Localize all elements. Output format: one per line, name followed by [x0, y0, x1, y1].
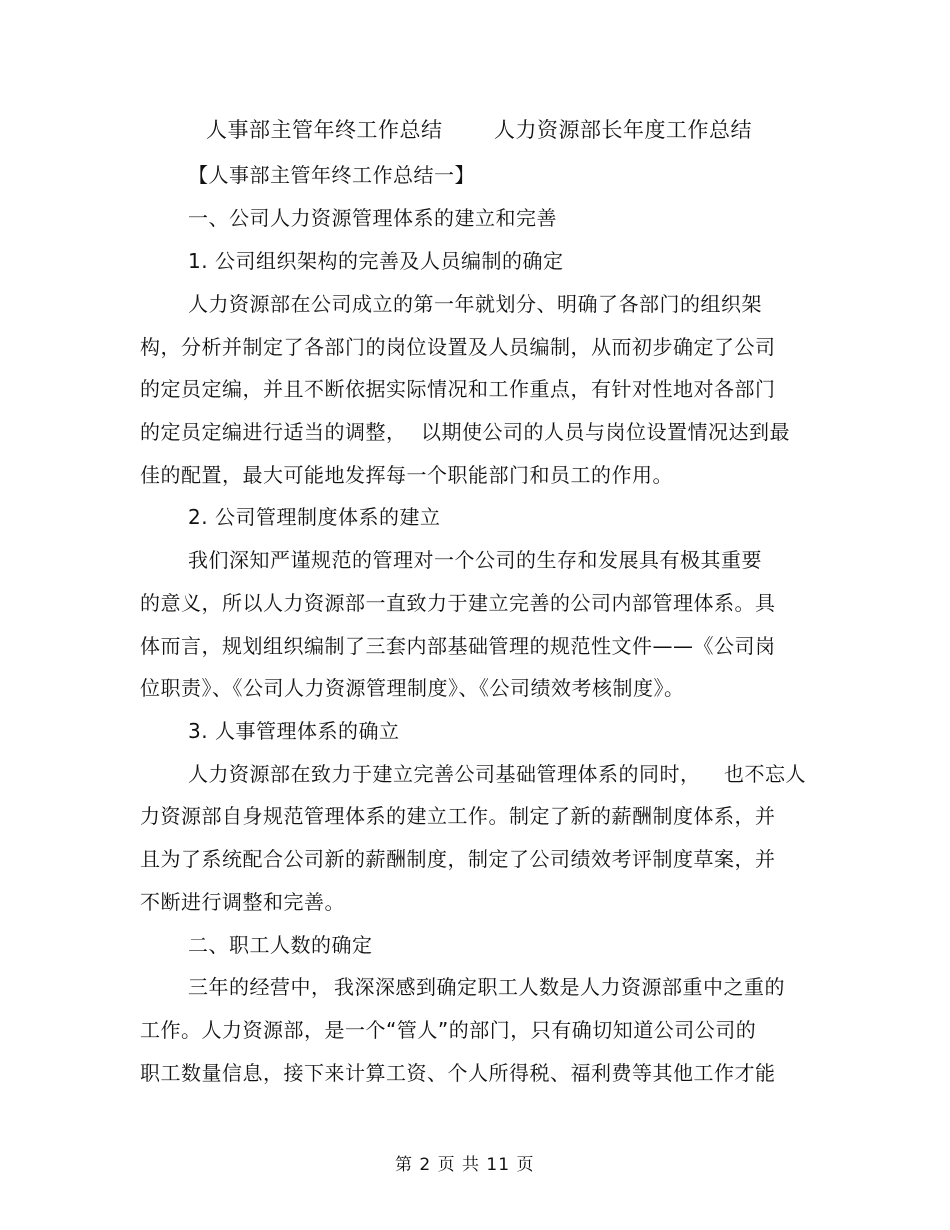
paragraph-line: 三年的经营中， [188, 975, 332, 999]
paragraph-line: 体而言，规划组织编制了三套内部基础管理的规范性文件——《公司岗 [140, 634, 776, 658]
paragraph-line: 位职责》、《公司人力资源管理制度》、《公司绩效考核制度》。 [140, 676, 685, 700]
paragraph-line: 人力资源部在公司成立的第一年就划分、明确了各部门的组织架 [188, 292, 762, 316]
paragraph-line: 我们深知严谨规范的管理对一个公司的生存和发展具有极其重要 [188, 548, 762, 572]
page-number-footer: 第 2 页 共 11 页 [395, 1155, 535, 1175]
paragraph-line: 的意义，所以人力资源部一直致力于建立完善的公司内部管理体系。具 [140, 591, 776, 615]
item2-heading: 2. 公司管理制度体系的建立 [188, 505, 441, 529]
section1-heading: 一、公司人力资源管理体系的建立和完善 [188, 206, 557, 230]
title-right: 人力资源部长年度工作总结 [494, 118, 752, 142]
paragraph-line: 构，分析并制定了各部门的岗位设置及人员编制，从而初步确定了公司 [140, 335, 776, 359]
title-left: 人事部主管年终工作总结 [206, 118, 443, 142]
section2-heading: 二、职工人数的确定 [188, 933, 373, 957]
paragraph-line: 以期使公司的人员与岗位设置情况达到最 [421, 420, 790, 444]
paragraph-line: 的定员定编，并且不断依据实际情况和工作重点，有针对性地对各部门 [140, 377, 776, 401]
paragraph-line: 人力资源部在致力于建立完善公司基础管理体系的同时， [188, 762, 701, 786]
paragraph-line: 的定员定编进行适当的调整， [140, 420, 407, 444]
paragraph-line: 职工数量信息，接下来计算工资、个人所得税、福利费等其他工作才能 [140, 1061, 776, 1085]
item3-heading: 3. 人事管理体系的确立 [188, 719, 400, 743]
paragraph-line: 也不忘人 [724, 762, 806, 786]
paragraph-line: 我深深感到确定职工人数是人力资源部重中之重的 [334, 975, 785, 999]
paragraph-line: 不断进行调整和完善。 [140, 890, 345, 914]
paragraph-line: 工作。人力资源部，是一个“管人”的部门，只有确切知道公司公司的 [140, 1018, 757, 1042]
item1-heading: 1. 公司组织架构的完善及人员编制的确定 [188, 249, 564, 273]
subtitle: 【人事部主管年终工作总结一】 [188, 163, 475, 187]
paragraph-line: 佳的配置，最大可能地发挥每一个职能部门和员工的作用。 [140, 463, 673, 487]
paragraph-line: 力资源部自身规范管理体系的建立工作。制定了新的薪酬制度体系，并 [140, 804, 776, 828]
paragraph-line: 且为了系统配合公司新的薪酬制度，制定了公司绩效考评制度草案，并 [140, 847, 776, 871]
